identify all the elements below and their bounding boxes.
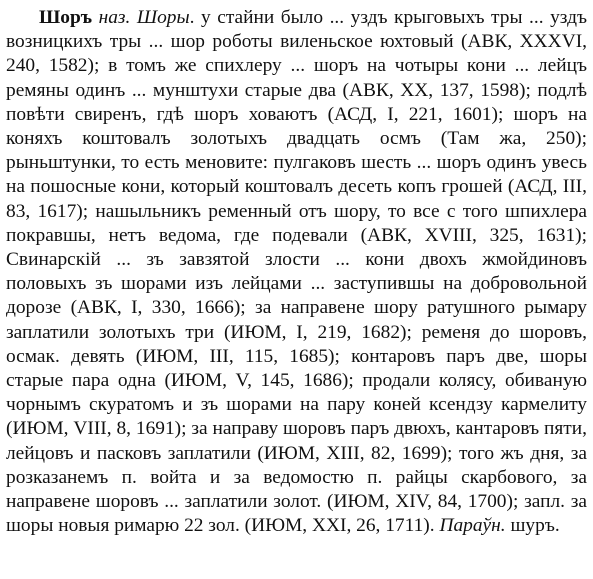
dictionary-entry bbox=[6, 6, 587, 538]
entry-citations: . у стайни было ... уздъ крыговыхъ тры ... уздъ возницкихъ тры ... шор роботы виленьское юхтовый (АВК, XXXVI, 240, 1582); в томъ же спихлеру ... шоръ на чотыры кони ... лейцъ ремяны одинъ ... мунштухи старые два (АВК, XX, 137, 1598); подлѣ повѣти свиренъ, гдѣ шоръ ховаютъ (АСД, I, 221, 1601); шоръ на коняхъ коштовалъ золотыхъ двадцать осмъ (Там жа, 250); рыньштунки, то есть меновите: пулгаковъ шесть ... шоръ одинъ увесь на пошосные кони, который коштовалъ десеть копъ грошей (АСД, III, 83, 1617); нашыльникъ ременный отъ шору, то все с того шпихлера покравшы, нетъ ведома, где подевали (АВК, XVIII, 325, 1631); Свинарскій ... зъ завзятой злости ... кони двохъ жмойдиновъ половыхъ зъ шорами изъ лейцами ... заступившы на добровольной дорозе (АВК, I, 330, 1666); за направене шору ратушного рымару заплатили золотыхъ три (ИЮМ, I, 219, 1682); ременя до шоровъ, осмак. девять (ИЮМ, III, 115, 1685); контаровъ паръ две, шоры старые пара одна (ИЮМ, V, 145, 1686); продали колясу, обиваную чорнымъ скуратомъ и зъ шорами на пару коней ксендзу кармелиту (ИЮМ, VIII, 8, 1691); за направу шоровъ паръ двюхъ, кантаровъ пяти, лейцовъ и пасковъ заплатили (ИЮМ, XIII, 82, 1699); того жъ дня, за розказанемъ п. войта и за ведомостю п. райцы скарбового, за направене шоровъ ... заплатили золот. (ИЮМ, XIV, 84, 1700); запл. за шоры новыя римарю 22 зол. (ИЮМ, XXI, 26, 1711). bbox=[6, 7, 587, 537]
modern-comparison-form: шуръ. bbox=[510, 515, 560, 537]
plural-form: Шоры bbox=[136, 7, 190, 28]
grammar-label: наз. bbox=[98, 7, 131, 28]
modern-comparison-label: Параўн. bbox=[439, 515, 506, 537]
entry-headword: Шоръ bbox=[39, 7, 93, 28]
